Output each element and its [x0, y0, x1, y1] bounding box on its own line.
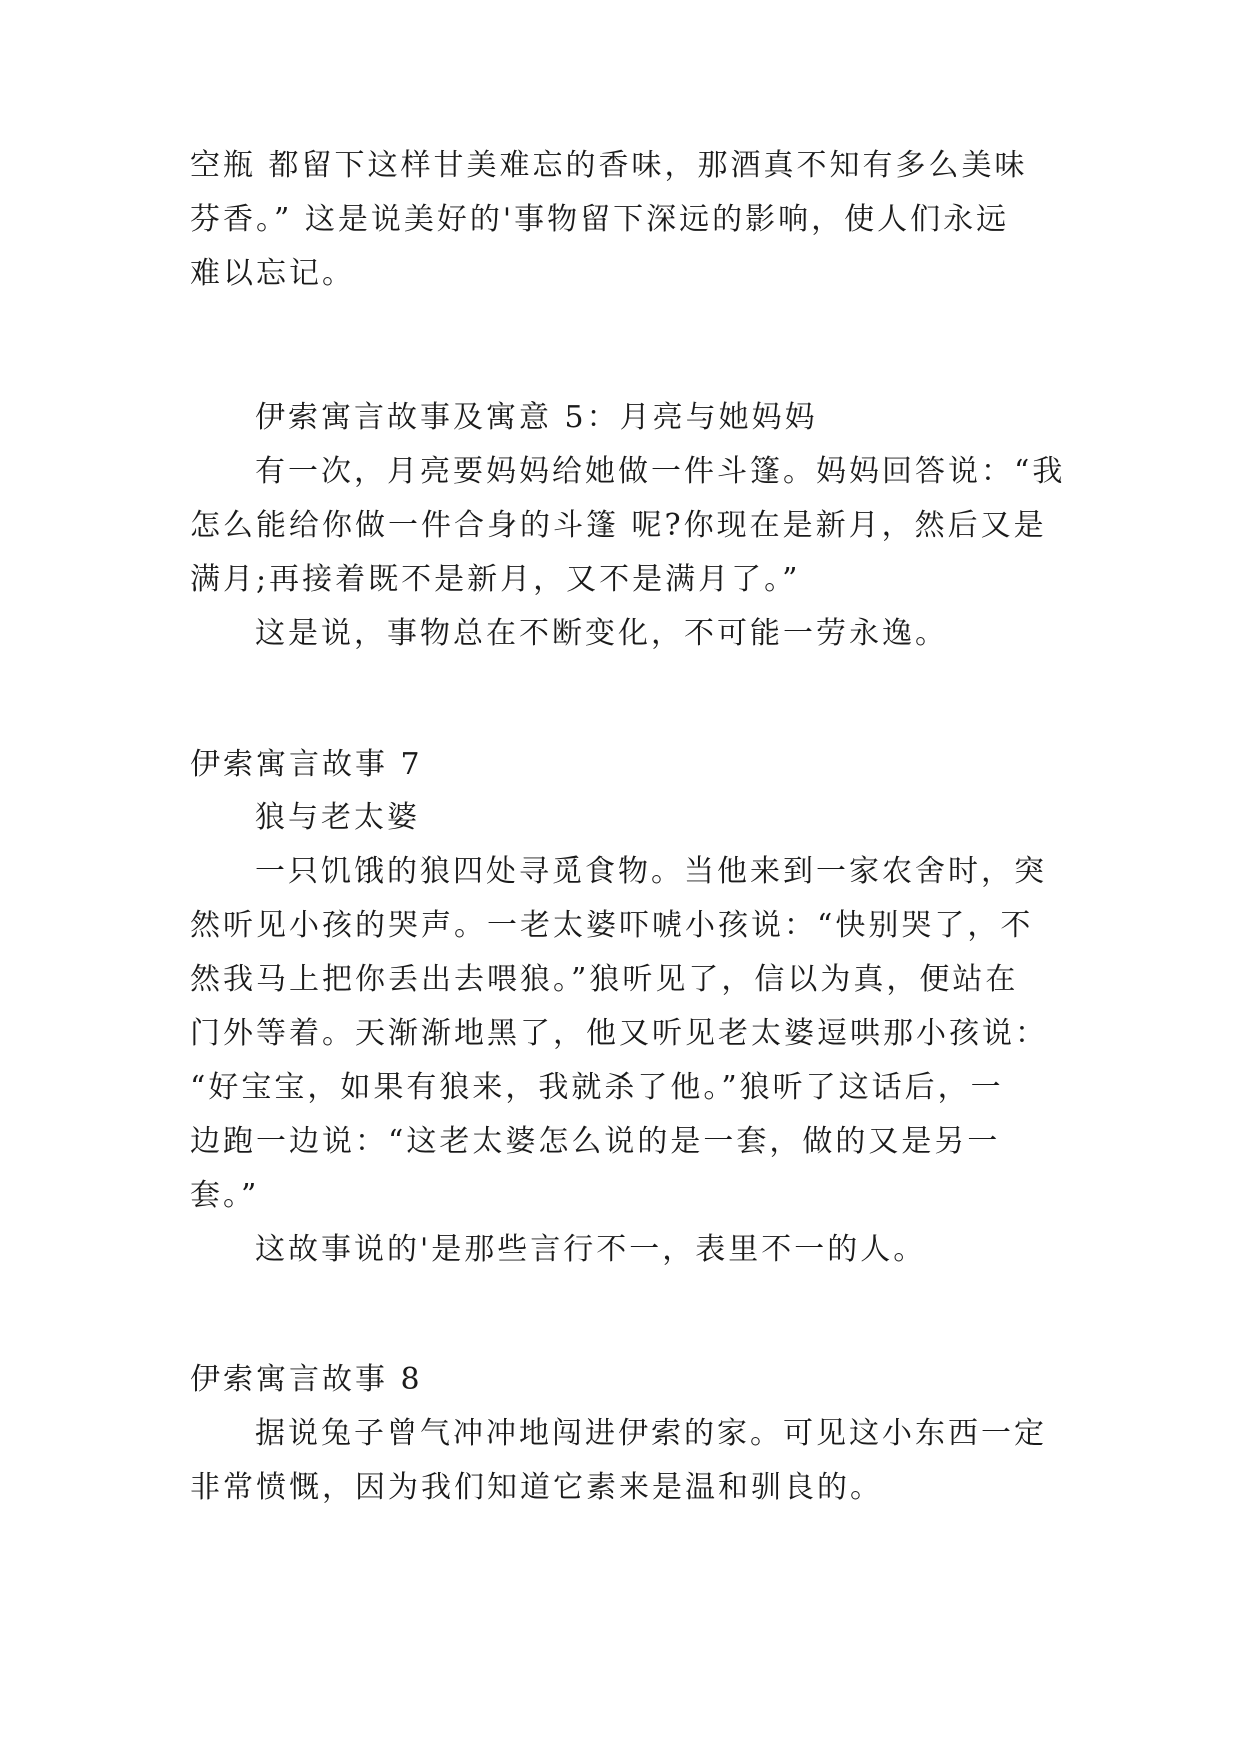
- text-line: 这故事说的'是那些言行不一，表里不一的人。: [255, 1232, 927, 1267]
- story-title: 狼与老太婆: [255, 800, 420, 835]
- text-line: 空瓶 都留下这样甘美难忘的香味，那酒真不知有多么美味: [190, 148, 1028, 183]
- text-line: 非常愤慨，因为我们知道它素来是温和驯良的。: [190, 1470, 883, 1505]
- text-line: 然听见小孩的哭声。一老太婆吓唬小孩说：“快别哭了，不: [190, 908, 1034, 943]
- text-line: 门外等着。天渐渐地黑了，他又听见老太婆逗哄那小孩说：: [190, 1016, 1048, 1051]
- text-line: 这是说，事物总在不断变化，不可能一劳永逸。: [255, 616, 948, 651]
- text-line: 边跑一边说：“这老太婆怎么说的是一套，做的又是另一: [190, 1124, 1001, 1159]
- text-line: 套。”: [190, 1178, 260, 1213]
- section-heading: 伊索寓言故事 7: [190, 747, 423, 782]
- text-line: 据说兔子曾气冲冲地闯进伊索的家。可见这小东西一定: [255, 1416, 1047, 1451]
- text-line: 芬香。” 这是说美好的'事物留下深远的影响，使人们永远: [190, 202, 1010, 237]
- text-line: 一只饥饿的狼四处寻觅食物。当他来到一家农舍时，突: [255, 854, 1047, 889]
- text-line: “好宝宝，如果有狼来，我就杀了他。”狼听了这话后，一: [190, 1070, 1004, 1105]
- text-line: 难以忘记。: [190, 256, 355, 291]
- text-line: 然我马上把你丢出去喂狼。”狼听见了，信以为真，便站在: [190, 962, 1019, 997]
- text-line: 满月;再接着既不是新月，又不是满月了。”: [190, 562, 801, 597]
- section-heading: 伊索寓言故事 8: [190, 1362, 423, 1397]
- text-line: 怎么能给你做一件合身的斗篷 呢?你现在是新月，然后又是: [190, 508, 1047, 543]
- text-line: 有一次，月亮要妈妈给她做一件斗篷。妈妈回答说：“我: [255, 454, 1066, 489]
- section-heading: 伊索寓言故事及寓意 5：月亮与她妈妈: [255, 400, 818, 435]
